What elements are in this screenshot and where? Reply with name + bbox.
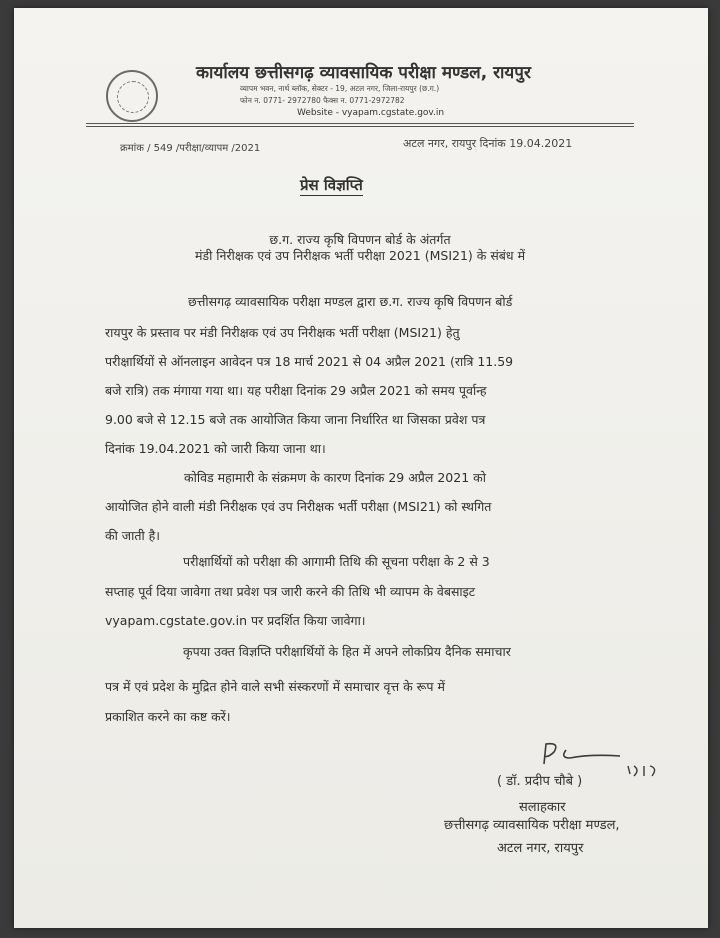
body-line: कृपया उक्त विज्ञप्ति परीक्षार्थियों के हित में अपने लोकप्रिय दैनिक समाचार — [183, 644, 511, 659]
header-rule-top — [86, 123, 634, 124]
office-website: Website - vyapam.cgstate.gov.in — [297, 108, 445, 118]
signatory-designation: सलाहकार — [519, 800, 566, 815]
office-address: व्यापम भवन, नार्थ ब्लॉक, सेक्टर - 19, अटल नगर, जिला-रायपुर (छ.ग.) — [240, 84, 440, 93]
emblem-seal-icon — [106, 70, 158, 122]
body-line: परीक्षार्थियों को परीक्षा की आगामी तिथि की सूचना परीक्षा के 2 से 3 — [183, 554, 490, 569]
press-release-heading: प्रेस विज्ञप्ति — [300, 176, 363, 194]
body-line: छत्तीसगढ़ व्यावसायिक परीक्षा मण्डल द्वारा छ.ग. राज्य कृषि विपणन बोर्ड — [188, 294, 513, 309]
body-line: परीक्षार्थियों से ऑनलाइन आवेदन पत्र 18 मार्च 2021 से 04 अप्रैल 2021 (रात्रि 11.59 — [105, 354, 514, 369]
body-line: आयोजित होने वाली मंडी निरीक्षक एवं उप निरीक्षक भर्ती परीक्षा (MSI21) को स्थगित — [105, 499, 492, 514]
letter-paper — [14, 8, 708, 928]
body-line: प्रकाशित करने का कष्ट करें। — [105, 709, 231, 724]
body-line: 9.00 बजे से 12.15 बजे तक आयोजित किया जाना निर्धारित था जिसका प्रवेश पत्र — [105, 412, 486, 427]
office-phone: फोन न. 0771- 2972780 फैक्स न. 0771-2972782 — [240, 96, 405, 105]
header-rule-bottom — [86, 126, 634, 127]
body-line: की जाती है। — [105, 528, 161, 543]
reference-number: क्रमांक / 549 /परीक्षा/व्यापम /2021 — [120, 143, 261, 154]
signatory-city: अटल नगर, रायपुर — [497, 841, 584, 856]
signatory-organization: छत्तीसगढ़ व्यावसायिक परीक्षा मण्डल, — [444, 818, 620, 833]
body-line: रायपुर के प्रस्ताव पर मंडी निरीक्षक एवं उप निरीक्षक भर्ती परीक्षा (MSI21) हेतु — [105, 325, 460, 340]
subject-line: मंडी निरीक्षक एवं उप निरीक्षक भर्ती परीक्षा 2021 (MSI21) के संबंध में — [194, 248, 526, 263]
signatory-name: ( डॉ. प्रदीप चौबे ) — [497, 774, 583, 789]
body-line: दिनांक 19.04.2021 को जारी किया जाना था। — [105, 441, 326, 456]
subject-line: छ.ग. राज्य कृषि विपणन बोर्ड के अंतर्गत — [269, 232, 451, 247]
issue-date: अटल नगर, रायपुर दिनांक 19.04.2021 — [403, 137, 573, 150]
body-line: vyapam.cgstate.gov.in पर प्रदर्शित किया जावेगा। — [105, 613, 366, 628]
body-line: बजे रात्रि) तक मंगाया गया था। यह परीक्षा दिनांक 29 अप्रैल 2021 को समय पूर्वान्ह — [105, 383, 487, 398]
body-line: कोविड महामारी के संक्रमण के कारण दिनांक 29 अप्रैल 2021 को — [184, 470, 486, 485]
body-line: सप्ताह पूर्व दिया जावेगा तथा प्रवेश पत्र जारी करने की तिथि भी व्यापम के वेबसाइट — [105, 584, 476, 599]
body-line: पत्र में एवं प्रदेश के मुद्रित होने वाले सभी संस्करणों में समाचार वृत्त के रूप में — [105, 679, 445, 694]
office-title: कार्यालय छत्तीसगढ़ व्यावसायिक परीक्षा मण्डल, रायपुर — [196, 63, 531, 83]
